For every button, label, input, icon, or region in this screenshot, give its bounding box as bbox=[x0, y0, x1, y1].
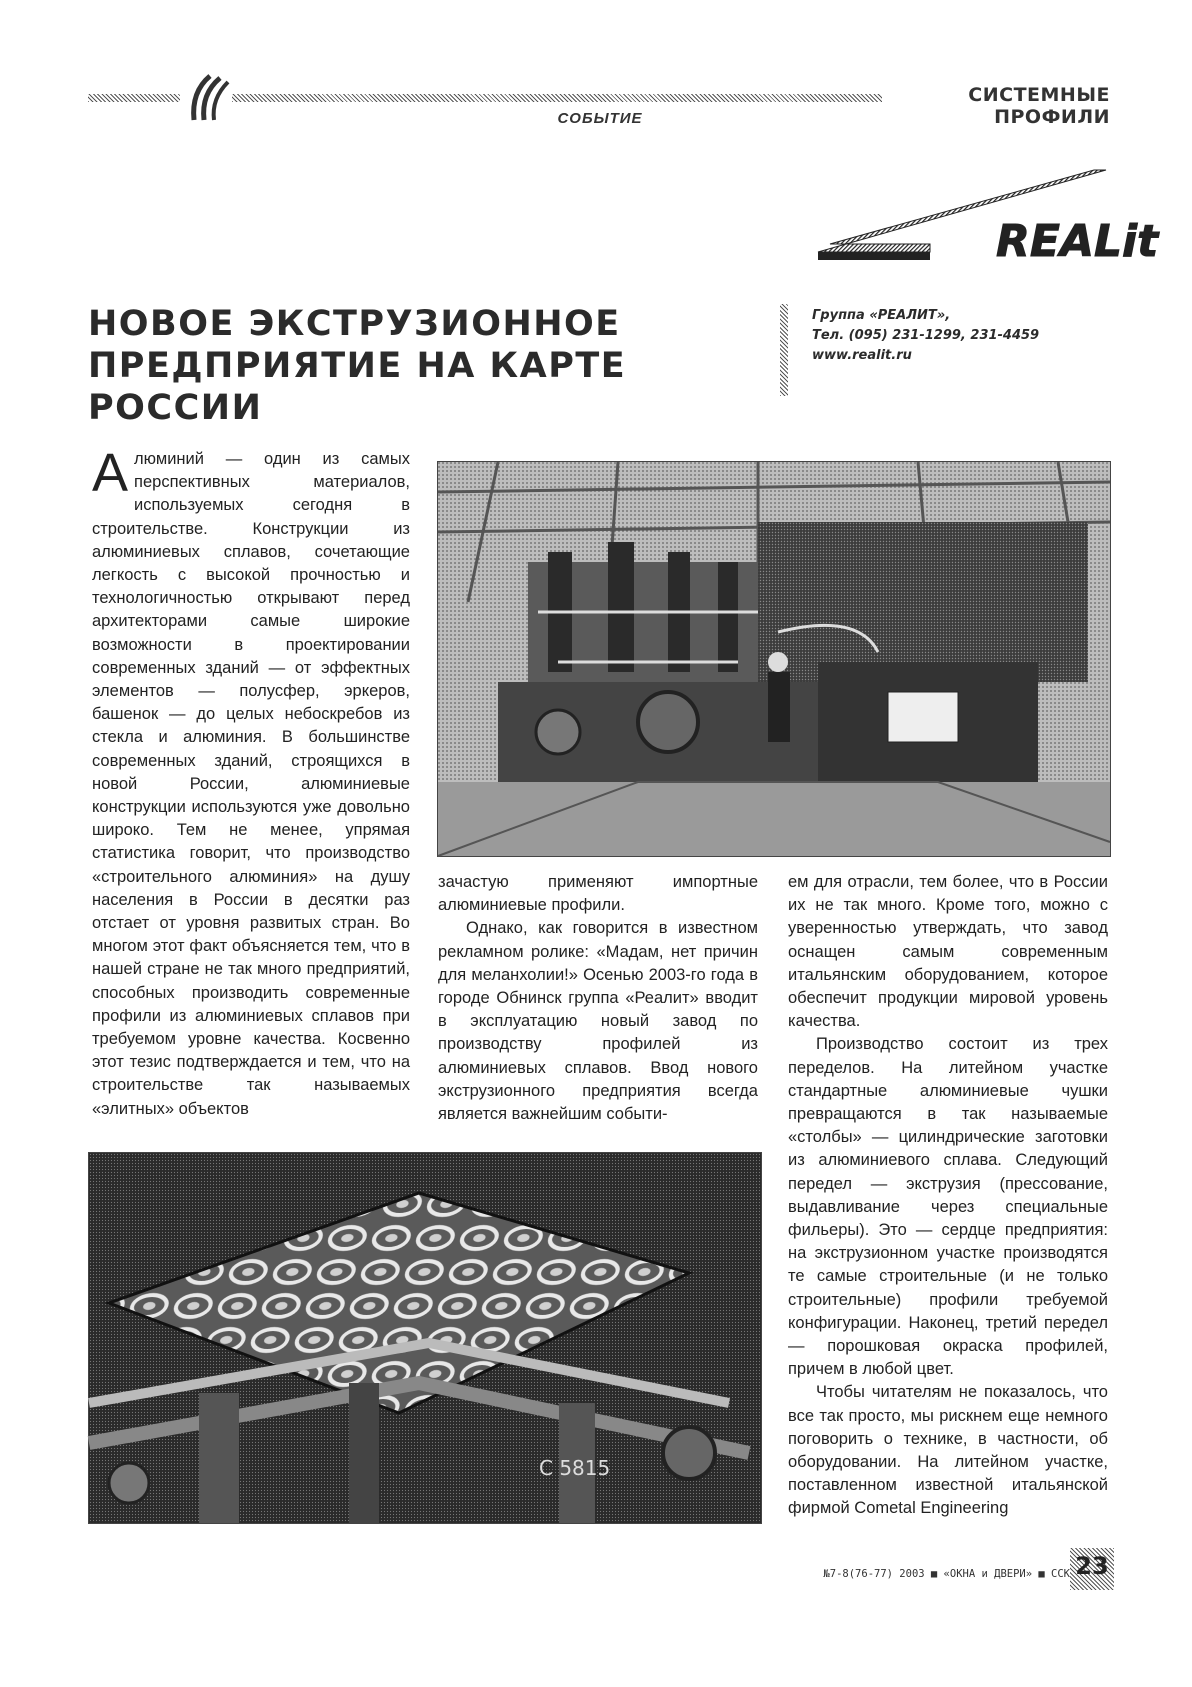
headline-line-1: НОВОЕ ЭКСТРУЗИОННОЕ bbox=[88, 304, 621, 344]
drop-cap: А bbox=[92, 443, 129, 503]
realit-logo bbox=[810, 168, 1159, 267]
paragraph: зачастую применяют импортные алюминиевые профили. bbox=[438, 873, 758, 915]
paragraph: ем для отрасли, тем более, что в России их не так много. Кроме того, можно с уверенностью утверждать, что завод оснащен самым современным итальянским оборудованием, которое обеспечит продукции мировой уровень качества. bbox=[788, 873, 1108, 1031]
contact-website[interactable]: www.realit.ru bbox=[812, 348, 912, 363]
text-column-1 bbox=[92, 443, 410, 1121]
paragraph: Алюминий — один из самых перспективных материалов, используемых сегодня в строительстве. Конструкции из алюминиевых сплавов, сочетающие легкость с высокой прочностью и технологичностью открывают перед архитекторами самые широкие возможности в проектировании современных зданий — от эффектных элементов — полусфер, эркеров, башенок — до целых небоскребов из стекла и алюминия. В большинстве современных зданий, строящихся в новой России, алюминиевые конструкции используются уже довольно широко. Тем не менее, упрямая статистика говорит, что производство «строительного алюминия» на душу населения в России в десятки раз отстает от уровня развитых стран. Во многом этот факт объясняется тем, что в нашей стране не так много предприятий, способных производить современные профили из алюминиевых сплавов при требуемом уровне качества. Косвенно этот тезис подтверждается и тем, что на строительстве так называемых «элитных» объектов bbox=[92, 443, 410, 1118]
page-number: 23 bbox=[1075, 1552, 1109, 1580]
paragraph: Чтобы читателям не показалось, что все так просто, мы рискнем еще немного поговорить о технике, в частности, об оборудовании. На литейном участке, поставленном известной итальянской фирмой Cometal Engineering bbox=[788, 1383, 1108, 1518]
contact-phone: Тел. (095) 231-1299, 231-4459 bbox=[812, 328, 1040, 343]
text-column-2 bbox=[438, 871, 758, 1126]
article-headline bbox=[88, 303, 748, 429]
logo-text: REALit bbox=[996, 216, 1159, 267]
paragraph: Однако, как говорится в известном рекламном ролике: «Мадам, нет причин для меланхолии!» Осенью 2003-го года в городе Обнинск группа «Реалит» вводит в эксплуатацию новый завод по производству профилей из алюминиевых сплавов. Ввод нового экструзионного предприятия всегда является важнейшим событи- bbox=[438, 919, 758, 1124]
magazine-logo-icon bbox=[180, 70, 232, 126]
contact-block bbox=[812, 306, 1112, 366]
text-column-3 bbox=[788, 871, 1108, 1521]
section-title: СИСТЕМНЫЕ ПРОФИЛИ bbox=[968, 84, 1110, 128]
header-rule bbox=[232, 94, 882, 102]
contact-divider bbox=[780, 304, 788, 396]
equipment-marking: С 5815 bbox=[539, 1456, 611, 1480]
headline-line-2: ПРЕДПРИЯТИЕ НА КАРТЕ РОССИИ bbox=[88, 346, 627, 428]
paragraph: Производство состоит из трех переделов. На литейном участке стандартные алюминиевые чушки превращаются в так называемые «столбы» — цилиндрические заготовки из алюминиевого сплава. Следующий передел — экструзия (прессование, выдавливание через специальные фильеры). Это — сердце предприятия: на экструзионном участке производятся те самые строительные (и не только строительные) профили требуемой конфигурации. Наконец, третий передел — порошковая окраска профилей, причем в любой цвет. bbox=[788, 1035, 1108, 1379]
photo-extrusion-press bbox=[437, 461, 1111, 857]
issue-footer: №7-8(76-77) 2003 ■ «ОКНА и ДВЕРИ» ■ ССК bbox=[823, 1568, 1070, 1580]
rubric-label: СОБЫТИЕ bbox=[557, 110, 643, 127]
photo-conveyor-profiles bbox=[88, 1152, 762, 1524]
contact-org: Группа «РЕАЛИТ», bbox=[812, 308, 951, 323]
header-rule-left bbox=[88, 94, 180, 102]
